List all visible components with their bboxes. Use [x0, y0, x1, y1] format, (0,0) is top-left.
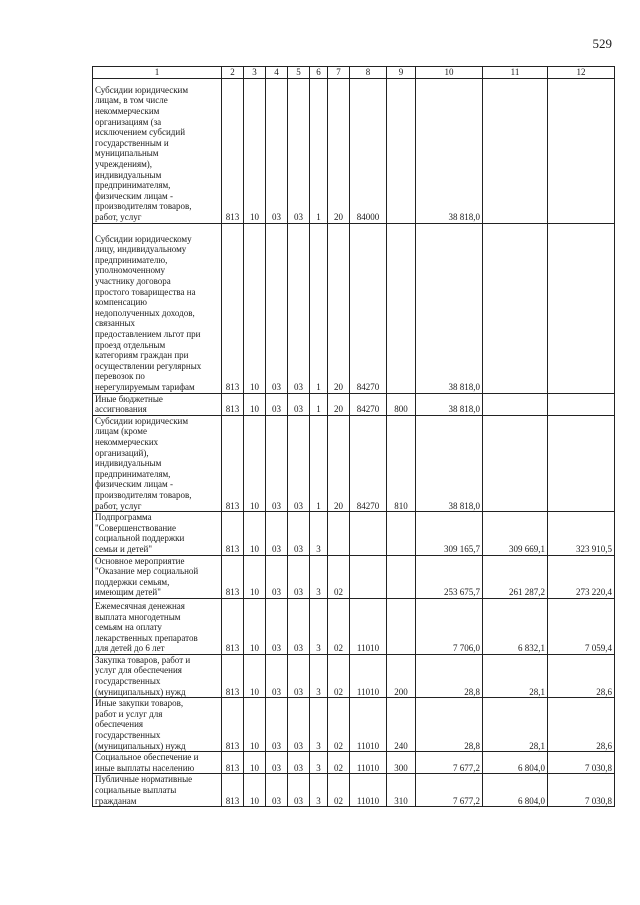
cell-c4: 03 — [266, 415, 288, 511]
cell-c6: 1 — [310, 393, 328, 415]
cell-c11: 261 287,2 — [483, 555, 548, 598]
cell-c11: 28,1 — [483, 654, 548, 697]
cell-c6: 3 — [310, 752, 328, 774]
cell-c5: 03 — [288, 774, 310, 807]
cell-c7: 02 — [328, 598, 350, 654]
cell-c7: 20 — [328, 78, 350, 223]
cell-c4: 03 — [266, 598, 288, 654]
cell-c6: 1 — [310, 78, 328, 223]
cell-c6: 3 — [310, 512, 328, 555]
table-row — [93, 223, 615, 393]
cell-c5: 03 — [288, 223, 310, 393]
cell-c8: 84270 — [350, 223, 387, 393]
cell-c7 — [328, 512, 350, 555]
page-number: 529 — [592, 36, 612, 51]
column-header-1: 1 — [93, 67, 222, 79]
cell-c3: 10 — [244, 415, 266, 511]
cell-c9: 800 — [387, 393, 416, 415]
cell-c11: 309 669,1 — [483, 512, 548, 555]
cell-c5: 03 — [288, 654, 310, 697]
table-row — [93, 654, 615, 697]
cell-c5: 03 — [288, 555, 310, 598]
cell-c8 — [350, 512, 387, 555]
cell-c6: 1 — [310, 415, 328, 511]
cell-c4: 03 — [266, 698, 288, 752]
cell-c4: 03 — [266, 654, 288, 697]
table-row — [93, 598, 615, 654]
cell-c9 — [387, 223, 416, 393]
cell-c8: 11010 — [350, 654, 387, 697]
cell-c8: 11010 — [350, 752, 387, 774]
cell-c3: 10 — [244, 223, 266, 393]
cell-c9: 300 — [387, 752, 416, 774]
cell-c10: 253 675,7 — [416, 555, 483, 598]
cell-c8: 84270 — [350, 393, 387, 415]
header-row — [93, 67, 615, 79]
cell-c4: 03 — [266, 752, 288, 774]
cell-c4: 03 — [266, 393, 288, 415]
table-row — [93, 415, 615, 511]
cell-c12: 323 910,5 — [548, 512, 615, 555]
cell-c6: 1 — [310, 223, 328, 393]
table-row — [93, 78, 615, 223]
row-name-cell: Иные закупки товаров, работ и услуг для обеспечения государственных (муниципальных) нужд — [93, 698, 222, 752]
cell-c11: 6 804,0 — [483, 774, 548, 807]
cell-c4: 03 — [266, 78, 288, 223]
cell-c8: 84000 — [350, 78, 387, 223]
row-name-cell: Закупка товаров, работ и услуг для обеспечения государственных (муниципальных) нужд — [93, 654, 222, 697]
cell-c10: 7 677,2 — [416, 774, 483, 807]
cell-c2: 813 — [222, 598, 244, 654]
cell-c3: 10 — [244, 752, 266, 774]
cell-c12: 28,6 — [548, 698, 615, 752]
cell-c9 — [387, 512, 416, 555]
cell-c8: 84270 — [350, 415, 387, 511]
cell-c12: 7 059,4 — [548, 598, 615, 654]
cell-c2: 813 — [222, 512, 244, 555]
cell-c9 — [387, 78, 416, 223]
cell-c11 — [483, 415, 548, 511]
cell-c8: 11010 — [350, 698, 387, 752]
cell-c11: 28,1 — [483, 698, 548, 752]
cell-c5: 03 — [288, 598, 310, 654]
cell-c2: 813 — [222, 555, 244, 598]
cell-c3: 10 — [244, 774, 266, 807]
cell-c7: 20 — [328, 223, 350, 393]
table-row — [93, 393, 615, 415]
table-row — [93, 774, 615, 807]
cell-c7: 20 — [328, 393, 350, 415]
cell-c8: 11010 — [350, 598, 387, 654]
cell-c3: 10 — [244, 393, 266, 415]
cell-c3: 10 — [244, 78, 266, 223]
cell-c4: 03 — [266, 774, 288, 807]
cell-c6: 3 — [310, 598, 328, 654]
cell-c12: 7 030,8 — [548, 752, 615, 774]
column-header-6: 6 — [310, 67, 328, 79]
cell-c12 — [548, 415, 615, 511]
table-row — [93, 752, 615, 774]
row-name-cell: Субсидии юридическим лицам (кроме некоммерческих организаций), индивидуальным предпринимателям, физическим лицам - производителям товаров, работ, услуг — [93, 415, 222, 511]
table-row — [93, 512, 615, 555]
cell-c5: 03 — [288, 78, 310, 223]
cell-c4: 03 — [266, 223, 288, 393]
cell-c11: 6 804,0 — [483, 752, 548, 774]
cell-c11 — [483, 78, 548, 223]
row-name-cell: Подпрограмма "Совершенствование социальной поддержки семьи и детей" — [93, 512, 222, 555]
table-row — [93, 555, 615, 598]
cell-c3: 10 — [244, 698, 266, 752]
cell-c11: 6 832,1 — [483, 598, 548, 654]
row-name-cell: Субсидии юридическому лицу, индивидуальному предпринимателю, уполномоченному участнику договора простого товарищества на компенсацию недополученных доходов, связанных предоставлением льгот при проезд отдельным категориям граждан при осуществлении регулярных перевозок по нерегулируемым тарифам — [93, 223, 222, 393]
cell-c12: 7 030,8 — [548, 774, 615, 807]
row-name-cell: Публичные нормативные социальные выплаты гражданам — [93, 774, 222, 807]
cell-c8 — [350, 555, 387, 598]
column-header-2: 2 — [222, 67, 244, 79]
cell-c9: 310 — [387, 774, 416, 807]
row-name-cell: Субсидии юридическим лицам, в том числе некоммерческим организациям (за исключением субсидий государственным и муниципальным учреждениям), индивидуальным предпринимателям, физическим лицам - производителям товаров, работ, услуг — [93, 78, 222, 223]
cell-c3: 10 — [244, 598, 266, 654]
cell-c7: 20 — [328, 415, 350, 511]
cell-c2: 813 — [222, 393, 244, 415]
row-name-cell: Иные бюджетные ассигнования — [93, 393, 222, 415]
cell-c7: 02 — [328, 752, 350, 774]
cell-c12: 273 220,4 — [548, 555, 615, 598]
cell-c10: 28,8 — [416, 698, 483, 752]
cell-c10: 7 677,2 — [416, 752, 483, 774]
cell-c7: 02 — [328, 774, 350, 807]
cell-c11 — [483, 223, 548, 393]
cell-c2: 813 — [222, 654, 244, 697]
column-header-5: 5 — [288, 67, 310, 79]
row-name-cell: Социальное обеспечение и иные выплаты населению — [93, 752, 222, 774]
cell-c6: 3 — [310, 654, 328, 697]
cell-c5: 03 — [288, 512, 310, 555]
cell-c5: 03 — [288, 698, 310, 752]
cell-c2: 813 — [222, 78, 244, 223]
table-row — [93, 698, 615, 752]
column-header-8: 8 — [350, 67, 387, 79]
cell-c12 — [548, 223, 615, 393]
cell-c3: 10 — [244, 555, 266, 598]
column-header-4: 4 — [266, 67, 288, 79]
column-header-10: 10 — [416, 67, 483, 79]
cell-c7: 02 — [328, 698, 350, 752]
column-header-7: 7 — [328, 67, 350, 79]
cell-c10: 309 165,7 — [416, 512, 483, 555]
cell-c12: 28,6 — [548, 654, 615, 697]
row-name-cell: Основное мероприятие "Оказание мер социальной поддержки семьям, имеющим детей" — [93, 555, 222, 598]
cell-c9: 200 — [387, 654, 416, 697]
column-header-11: 11 — [483, 67, 548, 79]
cell-c2: 813 — [222, 415, 244, 511]
cell-c4: 03 — [266, 512, 288, 555]
table-body — [93, 78, 615, 807]
cell-c11 — [483, 393, 548, 415]
cell-c2: 813 — [222, 752, 244, 774]
cell-c12 — [548, 78, 615, 223]
cell-c2: 813 — [222, 223, 244, 393]
cell-c9 — [387, 555, 416, 598]
cell-c9: 240 — [387, 698, 416, 752]
cell-c4: 03 — [266, 555, 288, 598]
row-name-cell: Ежемесячная денежная выплата многодетным семьям на оплату лекарственных препаратов для детей до 6 лет — [93, 598, 222, 654]
cell-c3: 10 — [244, 654, 266, 697]
cell-c6: 3 — [310, 698, 328, 752]
cell-c7: 02 — [328, 555, 350, 598]
cell-c8: 11010 — [350, 774, 387, 807]
cell-c12 — [548, 393, 615, 415]
column-header-9: 9 — [387, 67, 416, 79]
cell-c5: 03 — [288, 752, 310, 774]
cell-c6: 3 — [310, 774, 328, 807]
cell-c5: 03 — [288, 393, 310, 415]
cell-c10: 7 706,0 — [416, 598, 483, 654]
cell-c10: 38 818,0 — [416, 78, 483, 223]
column-header-3: 3 — [244, 67, 266, 79]
cell-c10: 38 818,0 — [416, 393, 483, 415]
cell-c7: 02 — [328, 654, 350, 697]
column-header-12: 12 — [548, 67, 615, 79]
cell-c10: 38 818,0 — [416, 223, 483, 393]
cell-c5: 03 — [288, 415, 310, 511]
cell-c9 — [387, 598, 416, 654]
cell-c2: 813 — [222, 774, 244, 807]
cell-c3: 10 — [244, 512, 266, 555]
cell-c10: 38 818,0 — [416, 415, 483, 511]
budget-table — [92, 66, 615, 807]
cell-c6: 3 — [310, 555, 328, 598]
cell-c2: 813 — [222, 698, 244, 752]
cell-c10: 28,8 — [416, 654, 483, 697]
cell-c9: 810 — [387, 415, 416, 511]
